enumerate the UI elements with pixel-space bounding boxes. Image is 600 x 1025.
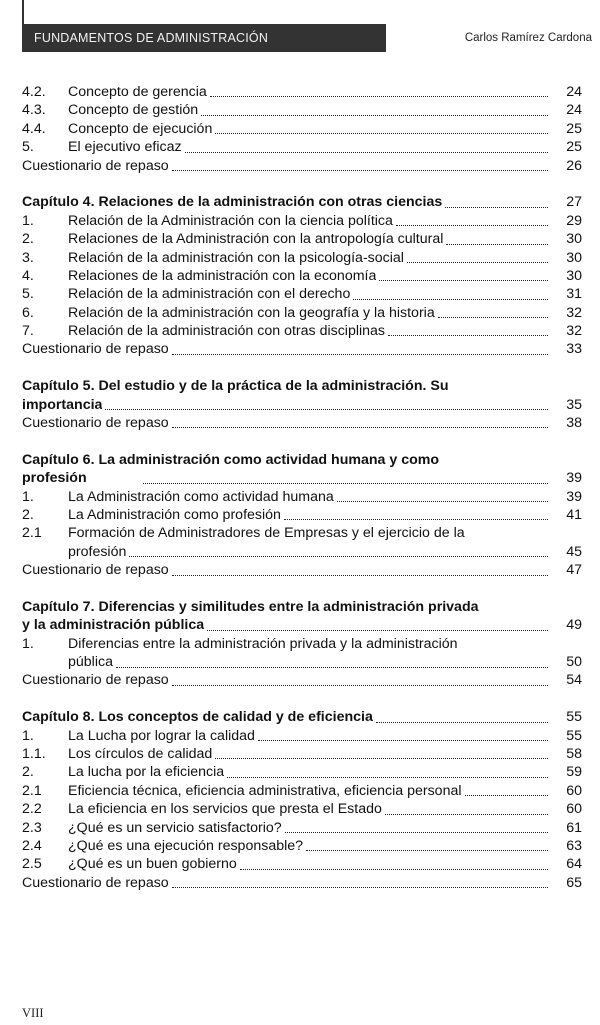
chapter-5-heading-cont: importancia 35	[22, 396, 582, 413]
toc-entry-quiz: Cuestionario de repaso 65	[22, 874, 582, 891]
toc-entry: 4.2. Concepto de gerencia 24	[22, 83, 582, 100]
dot-leader	[240, 869, 548, 870]
toc-entry: 5. Relación de la administración con el derecho 31	[22, 286, 582, 303]
dot-leader	[284, 519, 548, 520]
dot-leader	[465, 795, 548, 796]
chapter-4-heading: Capítulo 4. Relaciones de la administración con otras ciencias 27	[22, 194, 582, 211]
dot-leader	[116, 667, 548, 668]
dot-leader	[258, 740, 548, 741]
chapter-6-heading: Capítulo 6. La administración como actividad humana y como	[22, 451, 440, 468]
toc-entry: 5. El ejecutivo eficaz 25	[22, 139, 582, 156]
chapter-7-heading: Capítulo 7. Diferencias y similitudes entre la administración privada	[22, 598, 479, 615]
toc-entry: 1. La Administración como actividad humana 39	[22, 488, 582, 505]
toc-entry: 2.4 ¿Qué es una ejecución responsable? 63	[22, 838, 582, 854]
toc-entry: 4.4. Concepto de ejecución 25	[22, 120, 582, 137]
toc-entry: 2.1 Eficiencia técnica, eficiencia administrativa, eficiencia personal 60	[22, 782, 582, 799]
dot-leader	[172, 575, 548, 576]
toc-entry: 2. La Administración como profesión 41	[22, 506, 582, 523]
dot-leader	[172, 427, 548, 428]
dot-leader	[306, 850, 548, 851]
dot-leader	[210, 96, 548, 97]
dot-leader	[379, 280, 548, 281]
toc-entry: 7. Relación de la administración con otras disciplinas 32	[22, 323, 582, 340]
toc-entry-quiz: Cuestionario de repaso 38	[22, 415, 582, 432]
dot-leader	[185, 152, 548, 153]
author-name: Carlos Ramírez Cardona	[464, 32, 592, 44]
toc-entry: 2.3 ¿Qué es un servicio satisfactorio? 61	[22, 819, 582, 836]
toc-entry-quiz: Cuestionario de repaso 33	[22, 341, 582, 358]
chapter-7-heading-cont: y la administración pública 49	[22, 617, 582, 634]
toc-entry: 4. Relaciones de la administración con la economía 30	[22, 267, 582, 284]
dot-leader	[172, 887, 548, 888]
dot-leader	[129, 556, 548, 557]
toc-entry: 2.1 Formación de Administradores de Empresas y el ejercicio de la	[22, 525, 465, 542]
dot-leader	[353, 299, 548, 300]
toc-entry-quiz: Cuestionario de repaso 47	[22, 562, 582, 579]
chapter-8-heading: Capítulo 8. Los conceptos de calidad y de eficiencia 55	[22, 709, 582, 726]
dot-leader	[388, 335, 548, 336]
page-number: VIII	[22, 1006, 44, 1020]
dot-leader	[438, 317, 548, 318]
toc-entry: 3. Relación de la administración con la psicología-social 30	[22, 249, 582, 266]
dot-leader	[143, 483, 548, 484]
chapter-6-heading-cont: profesión 39	[22, 470, 582, 487]
dot-leader	[215, 133, 548, 134]
toc-entry: 2.2 La eficiencia en los servicios que presta el Estado 60	[22, 801, 582, 818]
toc-entry-cont: profesión 45	[68, 543, 582, 560]
toc-entry: 2. Relaciones de la Administración con la antropología cultural 30	[22, 231, 582, 248]
toc-entry: 6. Relación de la administración con la geografía y la historia 32	[22, 304, 582, 321]
running-header	[22, 24, 386, 52]
dot-leader	[172, 170, 548, 171]
dot-leader	[407, 262, 548, 263]
dot-leader	[172, 685, 548, 686]
dot-leader	[227, 777, 548, 778]
toc-entry-quiz: Cuestionario de repaso 26	[22, 157, 582, 174]
table-of-contents	[22, 83, 582, 892]
toc-entry: 2.5 ¿Qué es un buen gobierno 64	[22, 856, 582, 873]
dot-leader	[445, 207, 548, 208]
header-rule	[22, 0, 24, 24]
dot-leader	[215, 758, 548, 759]
dot-leader	[105, 409, 548, 410]
toc-entry-quiz: Cuestionario de repaso 54	[22, 672, 582, 689]
dot-leader	[446, 244, 548, 245]
dot-leader	[285, 832, 548, 833]
toc-entry: 1. Diferencias entre la administración privada y la administración	[22, 635, 458, 652]
toc-entry: 1. Relación de la Administración con la ciencia política 29	[22, 212, 582, 229]
dot-leader	[172, 354, 548, 355]
dot-leader	[337, 501, 548, 502]
dot-leader	[207, 630, 548, 631]
toc-entry: 4.3. Concepto de gestión 24	[22, 102, 582, 119]
toc-entry-cont: pública 50	[68, 654, 582, 671]
book-title: FUNDAMENTOS DE ADMINISTRACIÓN	[34, 31, 269, 45]
dot-leader	[385, 814, 548, 815]
chapter-5-heading: Capítulo 5. Del estudio y de la práctica de la administración. Su	[22, 378, 449, 395]
toc-entry: 1. La Lucha por lograr la calidad 55	[22, 727, 582, 744]
dot-leader	[376, 722, 548, 723]
toc-entry: 1.1. Los círculos de calidad 58	[22, 746, 582, 763]
toc-entry: 2. La lucha por la eficiencia 59	[22, 764, 582, 781]
dot-leader	[396, 225, 548, 226]
dot-leader	[201, 115, 548, 116]
